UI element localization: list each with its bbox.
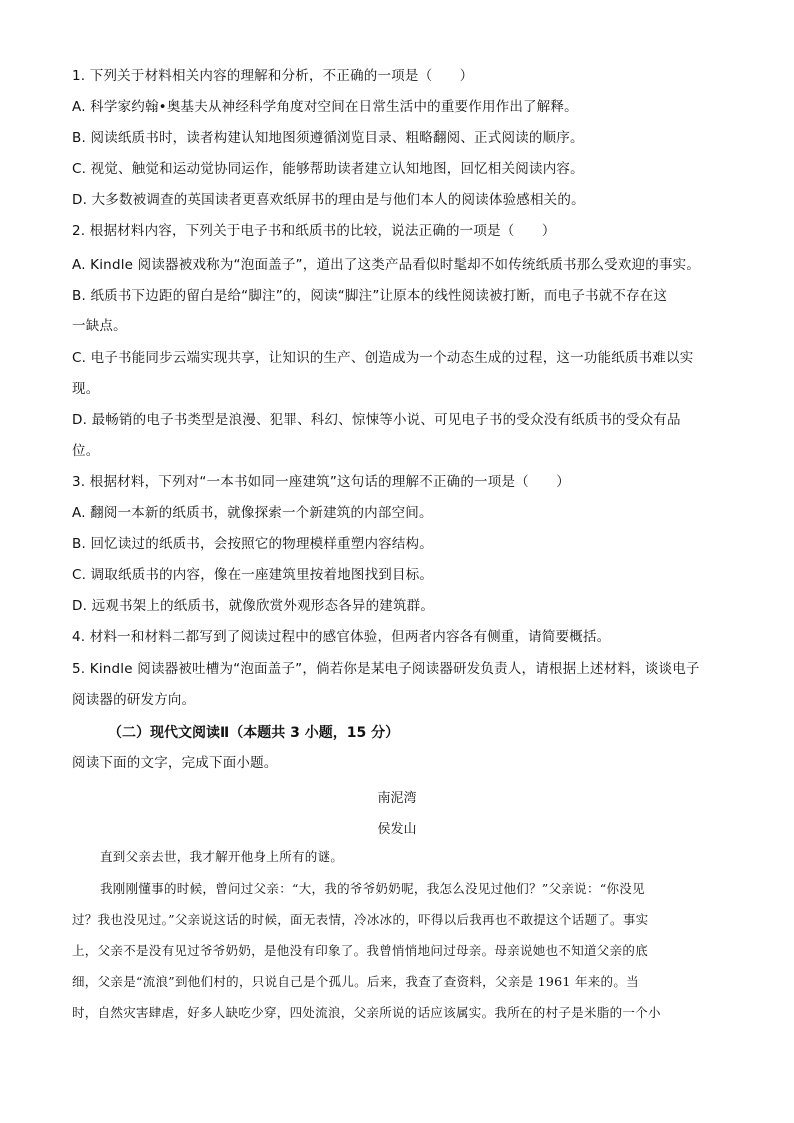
passage-paragraph-2-line1: 我刚刚懂事的时候，曾问过父亲：“大，我的爷爷奶奶呢，我怎么没见过他们？”父亲说：“你没见 bbox=[100, 881, 645, 896]
q5-stem-line2: 阅读器的研发方向。 bbox=[72, 692, 196, 708]
q2-option-b-line1: B. 纸质书下边距的留白是给“脚注”的，阅读“脚注”让原本的线性阅读被打断，而电子书就不存在这 bbox=[72, 288, 668, 304]
q2-option-c-line1: C. 电子书能同步云端实现共享，让知识的生产、创造成为一个动态生成的过程，这一功能纸质书难以实 bbox=[72, 350, 694, 366]
q2-option-a: A. Kindle 阅读器被戏称为“泡面盖子”，道出了这类产品看似时髦却不如传统纸质书那么受欢迎的事实。 bbox=[72, 257, 701, 273]
q1-option-b: B. 阅读纸质书时，读者构建认知地图须遵循浏览目录、粗略翻阅、正式阅读的顺序。 bbox=[72, 130, 584, 146]
section-instruction: 阅读下面的文字，完成下面小题。 bbox=[72, 755, 278, 771]
q1-option-c: C. 视觉、触觉和运动觉协同运作，能够帮助读者建立认知地图，回忆相关阅读内容。 bbox=[72, 161, 584, 177]
passage-paragraph-1: 直到父亲去世，我才解开他身上所有的谜。 bbox=[100, 849, 344, 864]
q2-stem: 2. 根据材料内容，下列关于电子书和纸质书的比较，说法正确的一项是（ ） bbox=[72, 223, 556, 239]
passage-paragraph-2-line5: 时，自然灾害肆虐，好多人缺吃少穿，四处流浪，父亲所说的话应该属实。我所在的村子是米脂的一个小 bbox=[72, 1005, 661, 1020]
passage-paragraph-2-line2: 过？我也没见过。”父亲说这话的时候，面无表情，冷冰冰的，吓得以后我再也不敢提这个话题了。事实 bbox=[72, 912, 649, 927]
q2-option-b-line2: 一缺点。 bbox=[72, 318, 127, 334]
q3-option-c: C. 调取纸质书的内容，像在一座建筑里按着地图找到目标。 bbox=[72, 567, 434, 583]
q2-option-c-line2: 现。 bbox=[72, 381, 100, 397]
q3-option-a: A. 翻阅一本新的纸质书，就像探索一个新建筑的内部空间。 bbox=[72, 505, 433, 521]
q5-stem-line1: 5. Kindle 阅读器被吐槽为“泡面盖子”，倘若你是某电子阅读器研发负责人，请根据上述材料，谈谈电子 bbox=[72, 661, 700, 677]
section-title: （二）现代文阅读Ⅱ（本题共 3 小题，15 分） bbox=[108, 725, 400, 741]
passage-author: 侯发山 bbox=[377, 822, 417, 837]
passage-title: 南泥湾 bbox=[377, 791, 417, 806]
q1-stem: 1. 下列关于材料相关内容的理解和分析，不正确的一项是（ ） bbox=[72, 68, 474, 84]
q2-option-d-line2: 位。 bbox=[72, 443, 100, 459]
q3-stem: 3. 根据材料，下列对“一本书如同一座建筑”这句话的理解不正确的一项是（ ） bbox=[72, 474, 570, 490]
passage-paragraph-2-line4: 细，父亲是“流浪”到他们村的，只说自己是个孤儿。后来，我查了查资料，父亲是 1961 年来的。当 bbox=[72, 974, 639, 989]
q4-stem: 4. 材料一和材料二都写到了阅读过程中的感官体验，但两者内容各有侧重，请简要概括。 bbox=[72, 629, 611, 645]
q3-option-b: B. 回忆读过的纸质书，会按照它的物理模样重塑内容结构。 bbox=[72, 536, 433, 552]
q3-option-d: D. 远观书架上的纸质书，就像欣赏外观形态各异的建筑群。 bbox=[72, 598, 435, 614]
q2-option-d-line1: D. 最畅销的电子书类型是浪漫、犯罪、科幻、惊悚等小说、可见电子书的受众没有纸质书的受众有品 bbox=[72, 412, 681, 428]
q1-option-a: A. 科学家约翰•奥基夫从神经科学角度对空间在日常生活中的重要作用作出了解释。 bbox=[72, 99, 578, 115]
passage-paragraph-2-line3: 上，父亲不是没有见过爷爷奶奶，是他没有印象了。我曾悄悄地问过母亲。母亲说她也不知道父亲的底 bbox=[72, 943, 649, 958]
q1-option-d: D. 大多数被调查的英国读者更喜欢纸屏书的理由是与他们本人的阅读体验感相关的。 bbox=[72, 192, 585, 208]
